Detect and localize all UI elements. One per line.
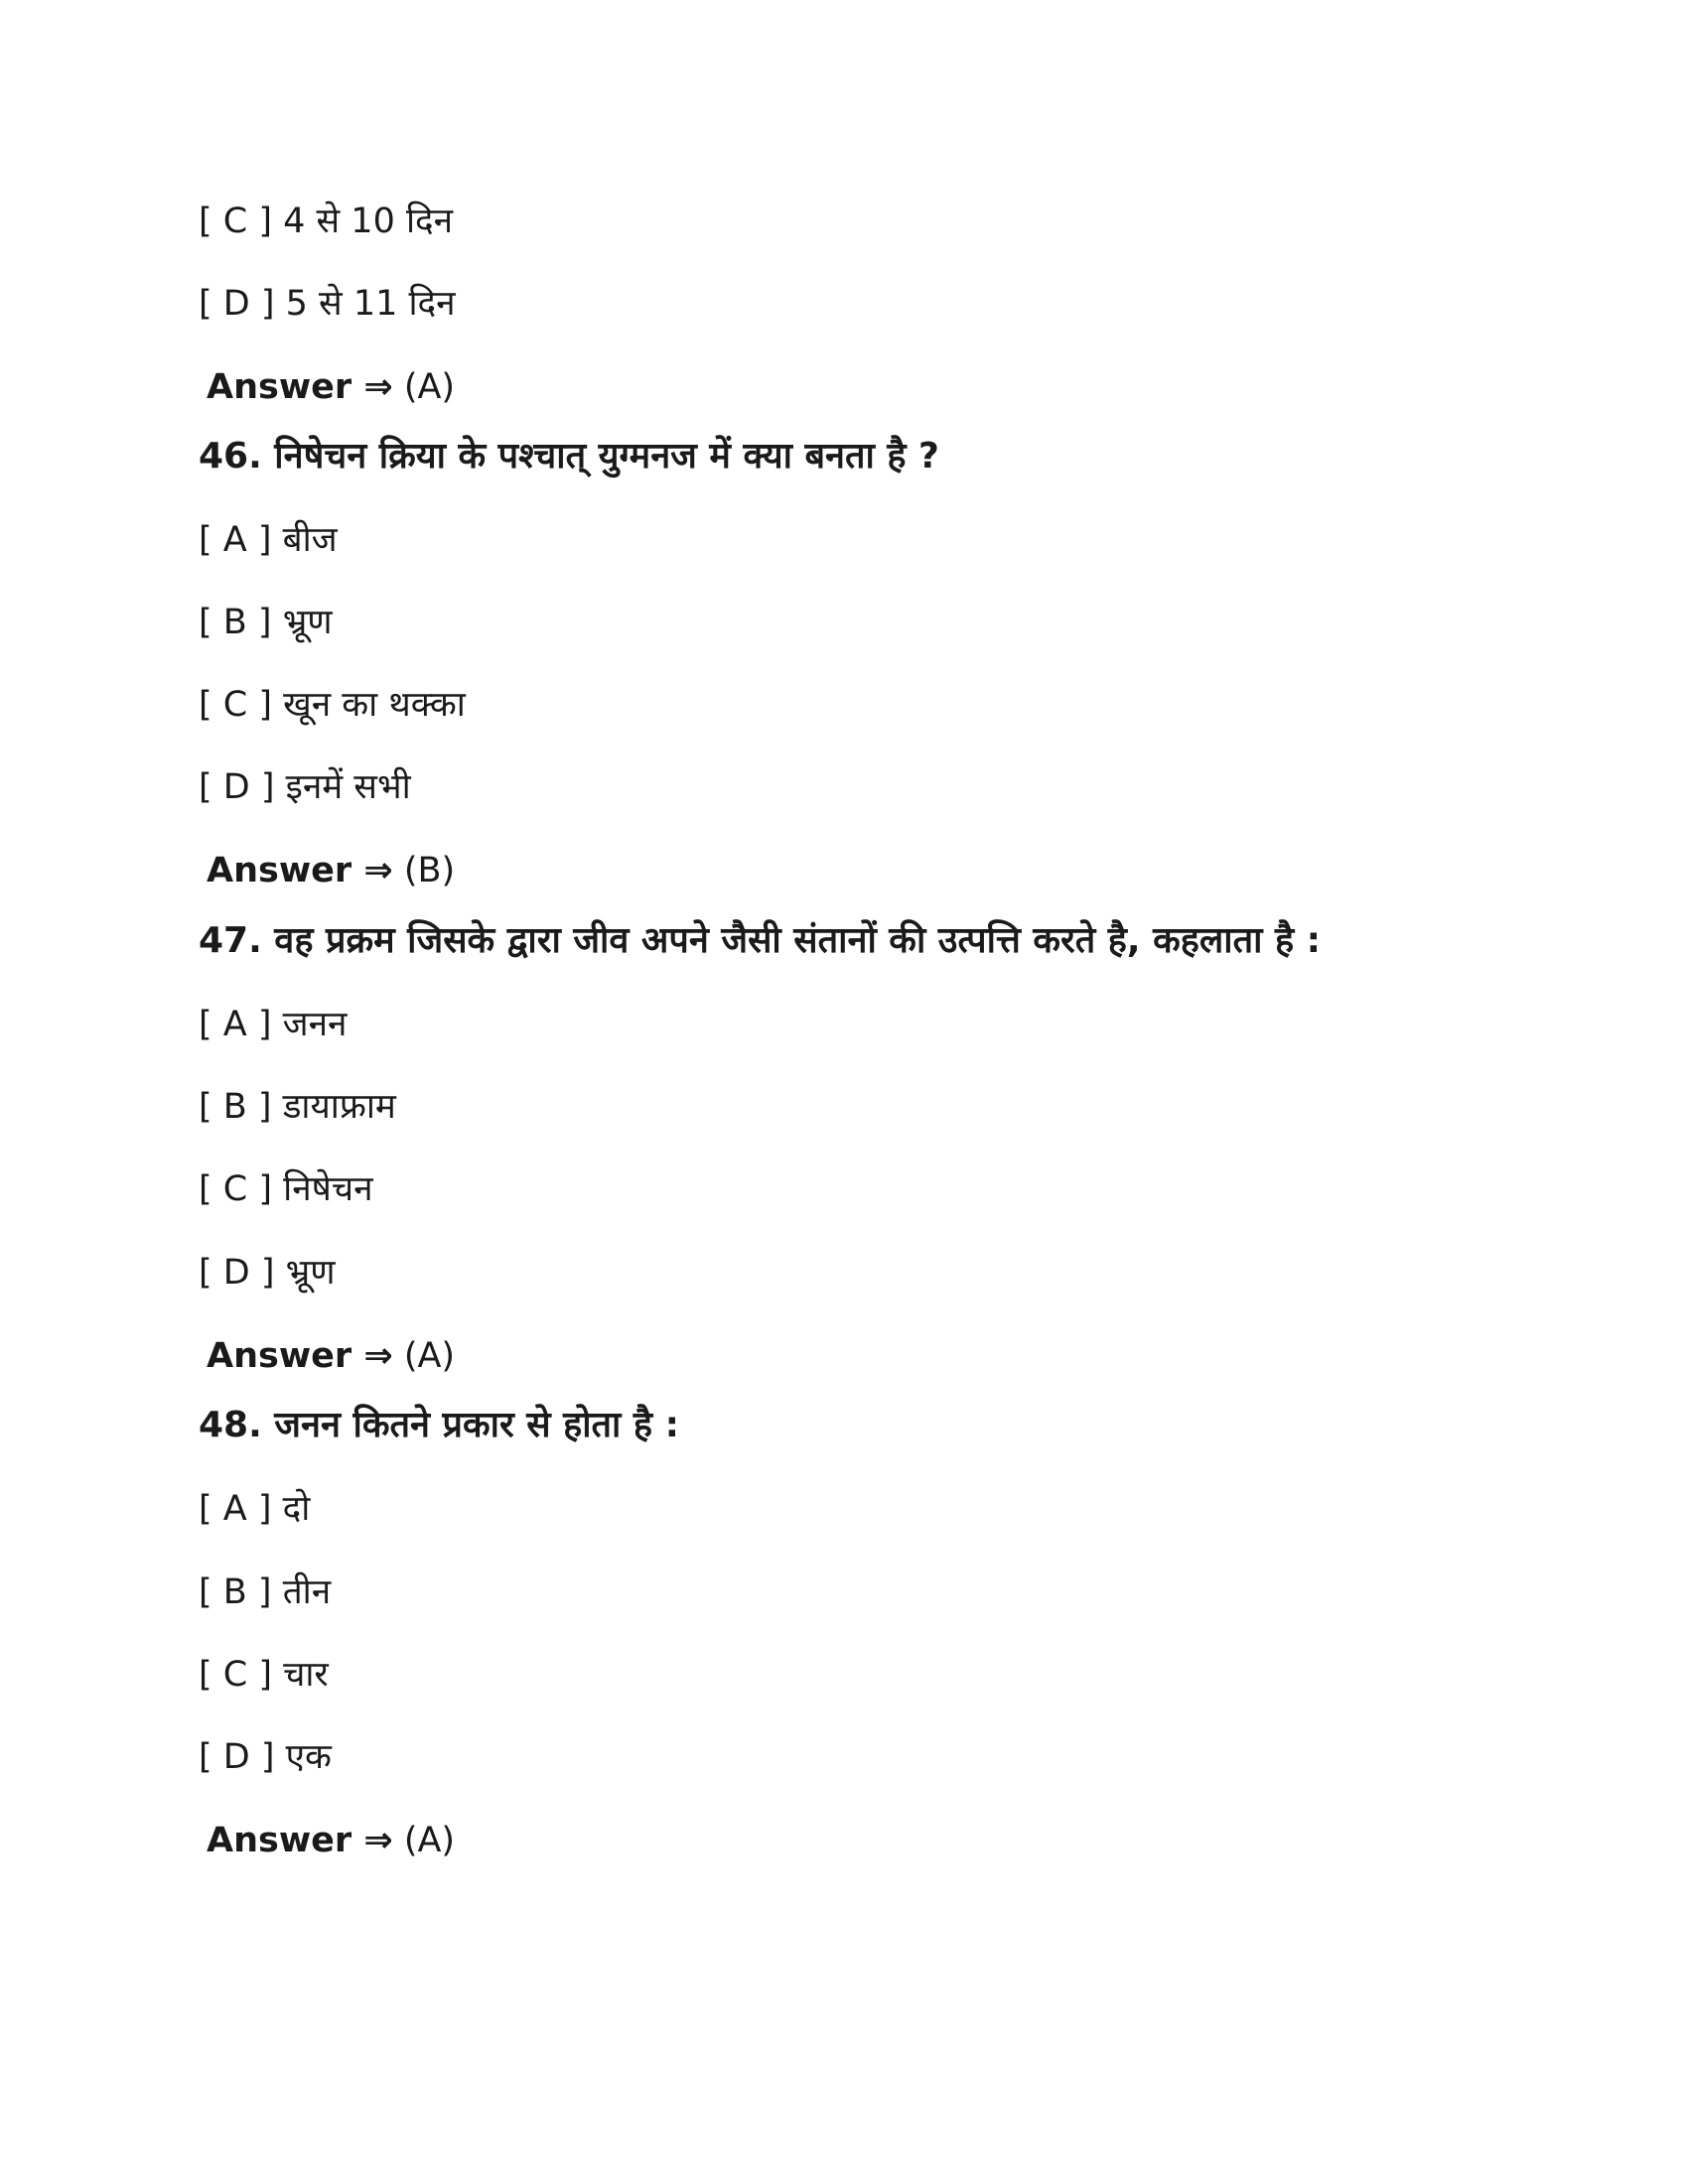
option-d: [ D ] 5 से 11 दिन (199, 284, 456, 324)
option-c: [ C ] 4 से 10 दिन (199, 202, 454, 241)
option-a: [ A ] दो (199, 1489, 311, 1529)
answer-label: Answer ⇒ (207, 1336, 393, 1376)
option-d: [ D ] एक (199, 1737, 332, 1777)
answer-value: (A) (403, 1821, 456, 1860)
question-47: 47. वह प्रक्रम जिसके द्वारा जीव अपने जैसी संतानों की उत्पत्ति करते है, कहलाता है : (199, 920, 1322, 961)
option-d: [ D ] भ्रूण (199, 1253, 336, 1293)
option-a: [ A ] बीज (199, 520, 338, 560)
option-c: [ C ] निषेचन (199, 1169, 373, 1209)
answer-line (207, 847, 455, 894)
option-b: [ B ] भ्रूण (199, 603, 333, 642)
answer-line (207, 1332, 455, 1380)
option-b: [ B ] डायाफ्राम (199, 1087, 396, 1127)
answer-value: (B) (403, 851, 456, 890)
option-c: [ C ] खून का थक्का (199, 685, 466, 725)
answer-line (207, 1817, 455, 1864)
answer-label: Answer ⇒ (207, 367, 393, 407)
question-48: 48. जनन कितने प्रकार से होता है : (199, 1405, 679, 1445)
answer-value: (A) (403, 1336, 456, 1376)
option-c: [ C ] चार (199, 1655, 329, 1695)
question-46: 46. निषेचन क्रिया के पश्चात् युग्मनज में क्या बनता है ? (199, 436, 939, 477)
option-d: [ D ] इनमें सभी (199, 767, 411, 807)
option-b: [ B ] तीन (199, 1572, 332, 1612)
answer-label: Answer ⇒ (207, 851, 393, 890)
option-a: [ A ] जनन (199, 1005, 348, 1044)
answer-line (207, 363, 455, 411)
answer-value: (A) (403, 367, 456, 407)
answer-label: Answer ⇒ (207, 1821, 393, 1860)
